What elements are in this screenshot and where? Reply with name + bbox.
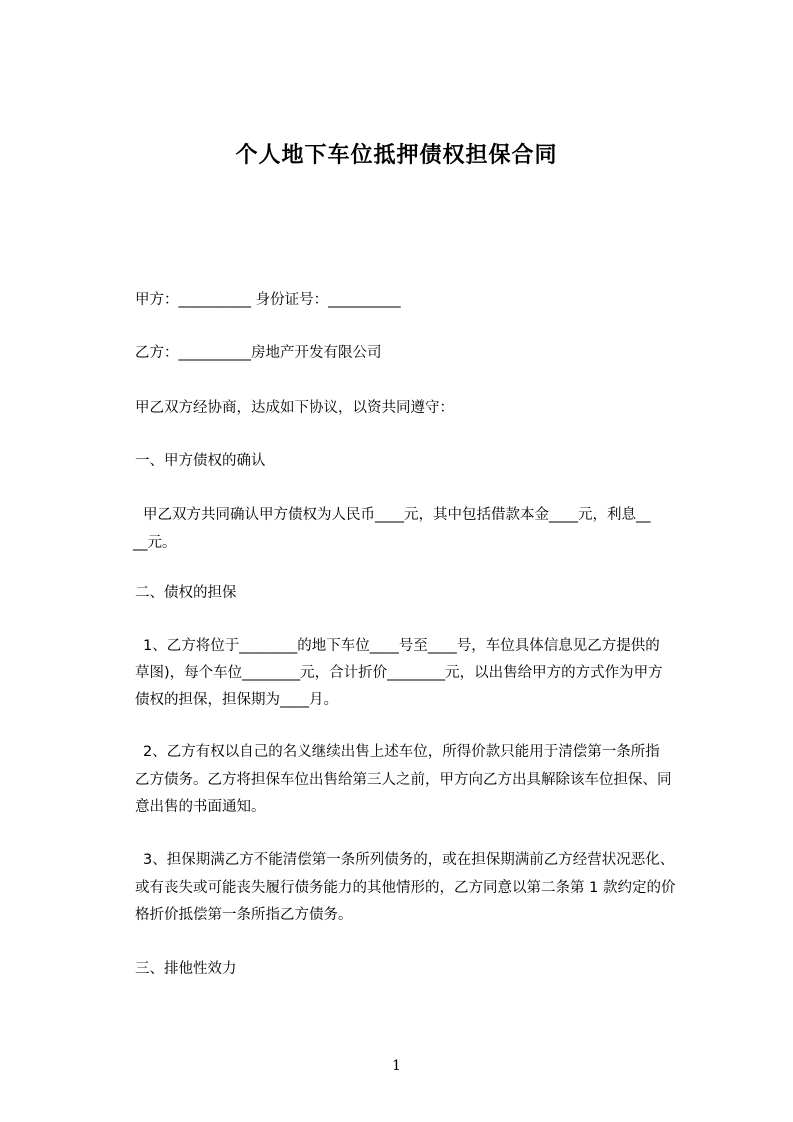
page-number: 1 xyxy=(392,1058,401,1074)
clause-2-3-line-2: 或有丧失或可能丧失履行债务能力的其他情形的，乙方同意以第二条第 1 款约定的价 xyxy=(135,880,676,896)
party-b-line: 乙方：__________房地产开发有限公司 xyxy=(135,345,382,361)
clause-2-1-line-1: 1、乙方将位于________的地下车位____号至____号，车位具体信息见乙方提供的 xyxy=(143,638,660,654)
section-1-text-line-2: __元。 xyxy=(133,535,177,551)
document-title: 个人地下车位抵押债权担保合同 xyxy=(235,143,558,168)
party-a-line: 甲方：__________ 身份证号：__________ xyxy=(135,292,401,308)
clause-2-2-line-2: 乙方债务。乙方将担保车位出售给第三人之前，甲方向乙方出具解除该车位担保、同 xyxy=(135,772,672,788)
section-heading-3: 三、排他性效力 xyxy=(135,961,237,977)
clause-2-1-line-3: 债权的担保，担保期为____月。 xyxy=(135,692,338,708)
section-heading-2: 二、债权的担保 xyxy=(135,585,237,601)
clause-2-3-line-3: 格折价抵偿第一条所指乙方债务。 xyxy=(135,907,353,923)
clause-2-2-line-1: 2、乙方有权以自己的名义继续出售上述车位，所得价款只能用于清偿第一条所指 xyxy=(143,744,660,760)
section-heading-1: 一、甲方债权的确认 xyxy=(135,453,266,469)
clause-2-3-line-1: 3、担保期满乙方不能清偿第一条所列债务的，或在担保期满前乙方经营状况恶化、 xyxy=(143,852,675,868)
agreement-intro: 甲乙双方经协商，达成如下协议，以资共同遵守： xyxy=(135,400,454,416)
clause-2-2-line-3: 意出售的书面通知。 xyxy=(135,799,266,815)
clause-2-1-line-2: 草图)，每个车位________元，合计折价________元，以出售给甲方的方式作为甲方 xyxy=(135,665,663,681)
section-1-text-line-1: 甲乙双方共同确认甲方债权为人民币____元，其中包括借款本金____元，利息__ xyxy=(143,507,651,523)
